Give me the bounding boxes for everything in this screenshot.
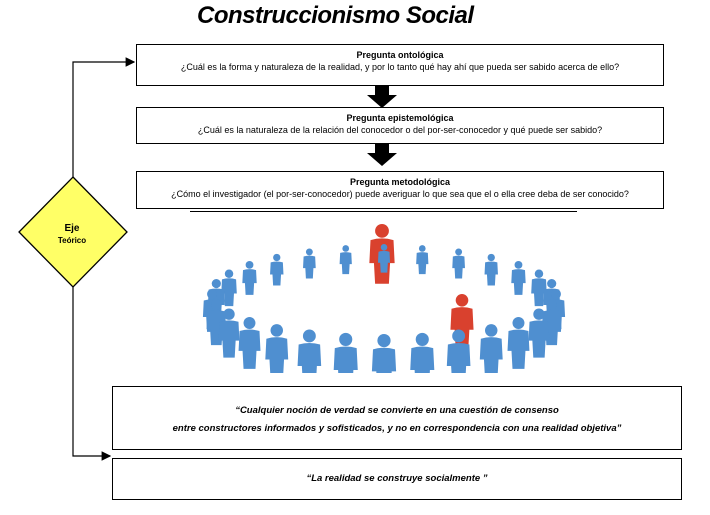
axis-label [52,223,92,245]
person-blue-figure [303,248,316,278]
person-blue-figure [242,261,256,295]
question-text: ¿Cuál es la naturaleza de la relación del conocedor o del por-ser-conocedor y qué puede ser sabido? [197,125,603,135]
quote-box-social [112,458,682,500]
person-blue-figure [340,245,352,274]
arrow-down-icon [367,86,397,108]
question-heading: Pregunta epistemológica [346,113,454,123]
person-blue-figure [298,330,322,373]
person-blue-figure [265,324,288,373]
divider [190,211,577,212]
question-heading: Pregunta ontológica [356,50,444,60]
person-blue-figure [480,324,503,373]
quote-social-text: “La realidad se construye socialmente ” [306,473,488,484]
person-blue-figure [511,261,525,295]
axis-label-line1: Eje [64,223,80,234]
quote-box-consensus [112,386,682,450]
question-text: ¿Cómo el investigador (el por-ser-conocedor) puede averiguar lo que sea que el o ella cree deba de ser conocido? [171,189,629,199]
connector-bottom [73,287,110,456]
question-box-ontological [136,44,664,86]
page-title: Construccionismo Social [197,2,474,29]
person-blue-figure [485,254,498,286]
person-blue-figure [239,317,261,369]
people-circle-illustration [190,218,578,373]
quote-line-2: entre constructores informados y sofisticados, y no en correspondencia con una realidad objetiva” [172,423,622,434]
question-text: ¿Cuál es la forma y naturaleza de la realidad, y por lo tanto qué hay ahí que pueda ser sabido acerca de ello? [180,62,620,72]
person-blue-figure [270,254,283,286]
arrow-down-icon [367,144,397,166]
question-box-epistemological [136,107,664,144]
connector-top [73,62,134,177]
axis-label-line2: Teórico [57,236,87,245]
person-blue-figure [372,334,396,373]
person-blue-figure [452,248,465,278]
question-box-methodological [136,171,664,209]
person-blue-figure [334,333,358,373]
person-blue-figure [416,245,428,274]
quote-line-1: “Cualquier noción de verdad se convierte en una cuestión de consenso [235,405,559,416]
person-blue-figure [410,333,434,373]
person-blue-figure [508,317,530,369]
question-heading: Pregunta metodológica [349,177,450,187]
